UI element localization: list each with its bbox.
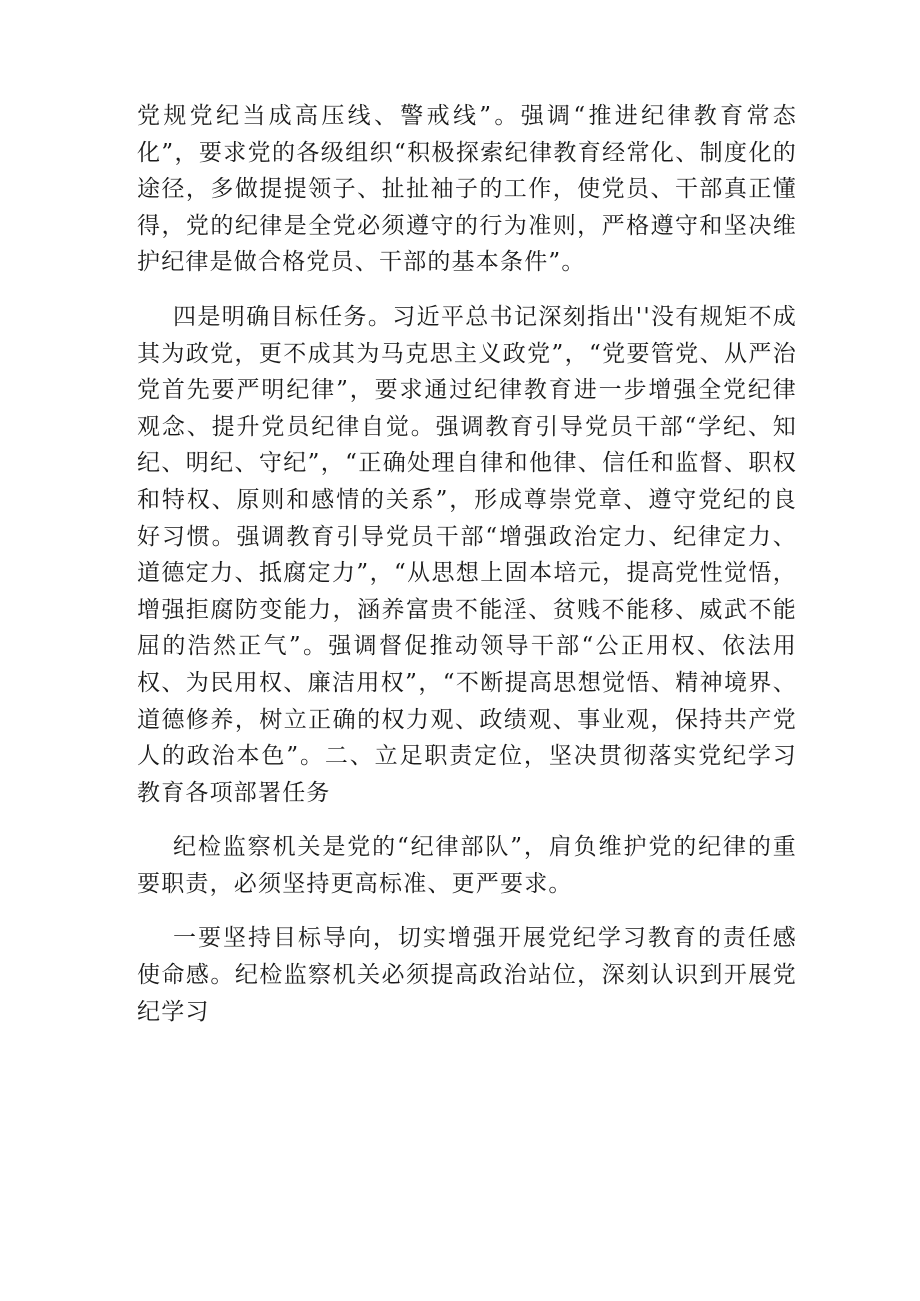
- paragraph-goal-orientation: 一要坚持目标导向，切实增强开展党纪学习教育的责任感使命感。纪检监察机关必须提高政治站位，深刻认识到开展党纪学习: [137, 925, 797, 1025]
- document-body: [137, 98, 797, 1030]
- paragraph-continuation: 党规党纪当成高压线、警戒线”。强调“推进纪律教育常态化”，要求党的各级组织“积极探索纪律教育经常化、制度化的途径，多做提提领子、扯扯袖子的工作，使党员、干部真正懂得，党的纪律是全党必须遵守的行为准则，严格遵守和坚决维护纪律是做合格党员、干部的基本条件”。: [137, 103, 797, 276]
- paragraph-discipline-force: 纪检监察机关是党的“纪律部队”，肩负维护党的纪律的重要职责，必须坚持更高标准、更严要求。: [137, 834, 797, 897]
- paragraph-goals-tasks: 四是明确目标任务。习近平总书记深刻指出''没有规矩不成其为政党，更不成其为马克思主义政党”，“党要管党、从严治党首先要严明纪律”，要求通过纪律教育进一步增强全党纪律观念、提升党员纪律自觉。强调教育引导党员干部“学纪、知纪、明纪、守纪”，“正确处理自律和他律、信任和监督、职权和特权、原则和感情的关系”，形成尊崇党章、遵守党纪的良好习惯。强调教育引导党员干部“增强政治定力、纪律定力、道德定力、抵腐定力”，“从思想上固本培元，提高党性觉悟，增强拒腐防变能力，涵养富贵不能淫、贫贱不能移、威武不能屈的浩然正气”。强调督促推动领导干部“公正用权、依法用权、为民用权、廉洁用权”，“不断提高思想觉悟、精神境界、道德修养，树立正确的权力观、政绩观、事业观，保持共产党人的政治本色”。二、立足职责定位，坚决贯彻落实党纪学习教育各项部署任务: [137, 303, 797, 806]
